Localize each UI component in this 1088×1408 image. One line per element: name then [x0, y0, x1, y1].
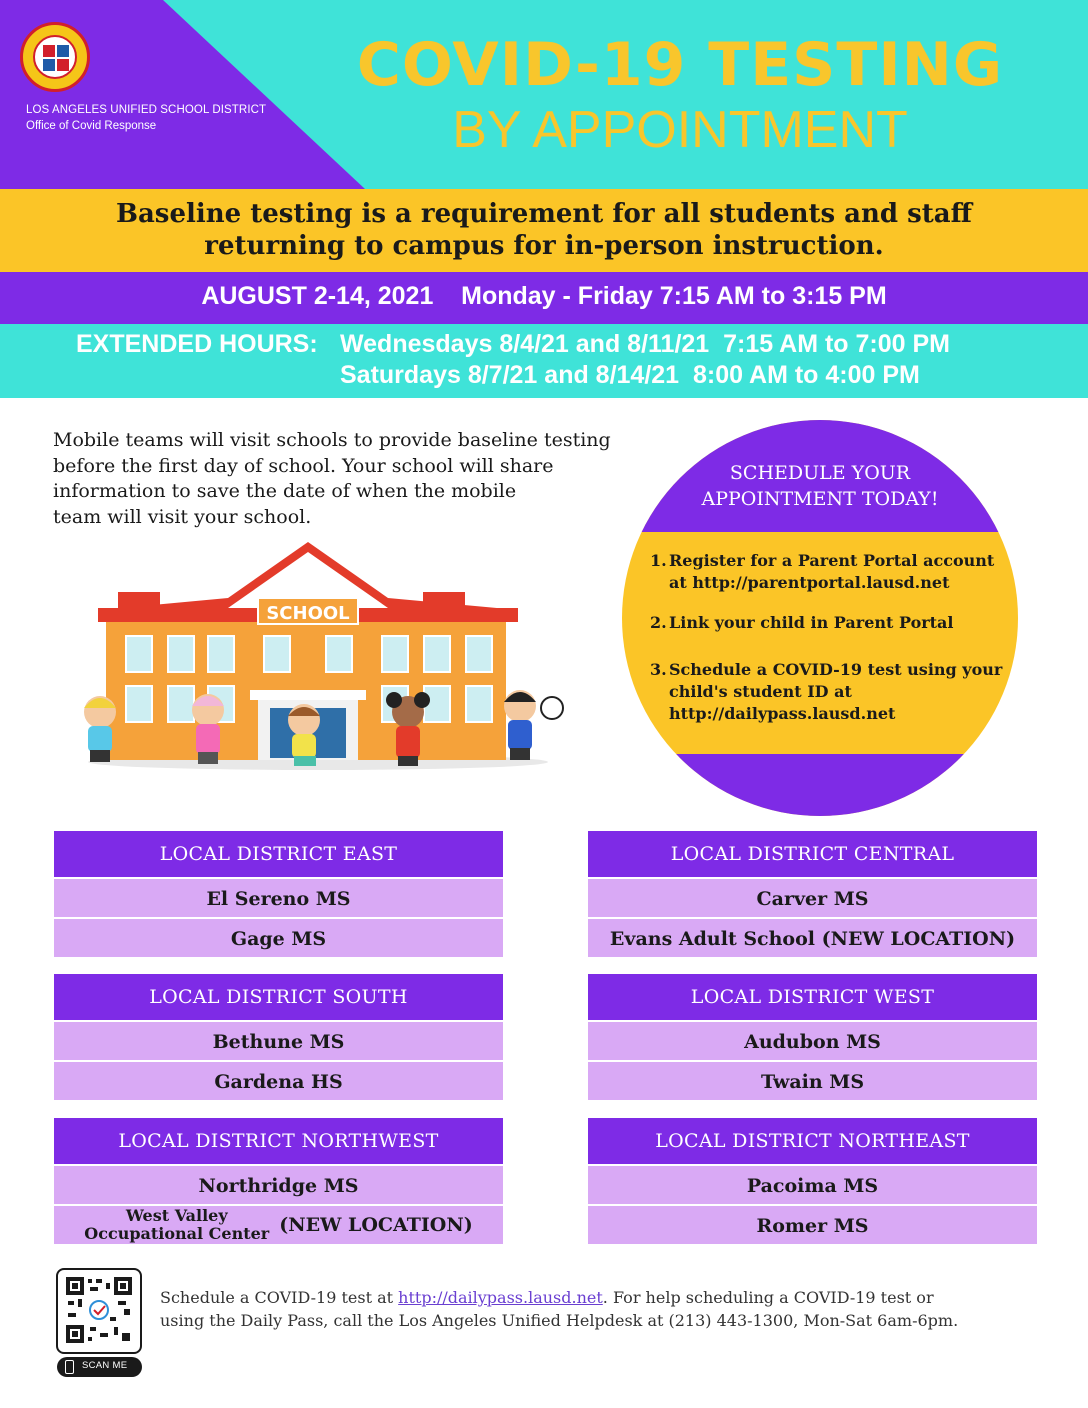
schedule-title [622, 460, 1018, 512]
district-site: Romer MS [588, 1204, 1037, 1244]
page-subtitle: BY APPOINTMENT [452, 101, 908, 159]
step-link[interactable]: http://dailypass.lausd.net [669, 704, 896, 723]
schedule-circle-bottom [622, 754, 1018, 816]
district-site: Northridge MS [54, 1164, 503, 1204]
step-number: 3. [650, 660, 667, 679]
extended-hours-saturdays: Saturdays 8/7/21 and 8/14/21 8:00 AM to 4:00 PM [340, 361, 920, 389]
qr-code-icon[interactable] [66, 1277, 132, 1343]
header [0, 0, 1088, 189]
requirement-text [0, 198, 1088, 262]
district-header: LOCAL DISTRICT NORTHEAST [588, 1118, 1037, 1164]
footer-text-pre: Schedule a COVID-19 test at [160, 1288, 399, 1307]
district-site: Bethune MS [54, 1020, 503, 1060]
step-text: Schedule a COVID-19 test using your [669, 660, 1003, 679]
district-header: LOCAL DISTRICT SOUTH [54, 974, 503, 1020]
district-table-west [588, 974, 1037, 1100]
site-name-line: Occupational Center [84, 1224, 270, 1243]
step-number: 2. [650, 613, 667, 632]
footer-helpdesk-line: using the Daily Pass, call the Los Angeles Unified Helpdesk at (213) 443-1300, Mon-Sat 6am-6pm. [160, 1311, 959, 1330]
footer-text-post: . For help scheduling a COVID-19 test or [602, 1288, 934, 1307]
step-text: Link your child in Parent Portal [669, 613, 954, 632]
step-text: Register for a Parent Portal account [669, 551, 995, 570]
district-table-east [54, 831, 503, 957]
extended-hours-wednesdays: Wednesdays 8/4/21 and 8/11/21 7:15 AM to 7:00 PM [340, 330, 950, 358]
district-table-south [54, 974, 503, 1100]
schedule-title-line: APPOINTMENT TODAY! [701, 488, 939, 510]
district-site: Audubon MS [588, 1020, 1037, 1060]
intro-paragraph [53, 428, 673, 530]
org-subtitle: Office of Covid Response [26, 120, 157, 132]
district-site: Pacoima MS [588, 1164, 1037, 1204]
footer-help-text [160, 1286, 1040, 1332]
district-header: LOCAL DISTRICT NORTHWEST [54, 1118, 503, 1164]
step-text: child's student ID at [669, 682, 852, 701]
district-site [54, 1204, 503, 1244]
school-illustration [78, 540, 578, 790]
district-header: LOCAL DISTRICT EAST [54, 831, 503, 877]
step-number: 1. [650, 551, 667, 570]
district-site: Evans Adult School (NEW LOCATION) [588, 917, 1037, 957]
district-seal-icon [20, 22, 90, 92]
intro-line: team will visit your school. [53, 505, 312, 528]
new-location-tag: (NEW LOCATION) [279, 1214, 473, 1236]
scan-me-label: SCAN ME [82, 1360, 128, 1371]
district-header: LOCAL DISTRICT WEST [588, 974, 1037, 1020]
site-name-line: West Valley [125, 1206, 228, 1225]
district-site: Carver MS [588, 877, 1037, 917]
dailypass-link[interactable]: http://dailypass.lausd.net [398, 1288, 603, 1307]
page-title: COVID-19 TESTING [356, 30, 1004, 100]
intro-line: information to save the date of when the mobile [53, 480, 517, 502]
district-header: LOCAL DISTRICT CENTRAL [588, 831, 1037, 877]
org-name: LOS ANGELES UNIFIED SCHOOL DISTRICT [26, 104, 267, 116]
schedule-step [650, 612, 1010, 634]
schedule-step [650, 659, 1010, 725]
intro-line: Mobile teams will visit schools to provide baseline testing [53, 429, 611, 451]
district-site: Twain MS [588, 1060, 1037, 1100]
district-site: El Sereno MS [54, 877, 503, 917]
requirement-line: Baseline testing is a requirement for all students and staff [115, 199, 972, 229]
schedule-title-line: SCHEDULE YOUR [729, 462, 911, 484]
requirement-line: returning to campus for in-person instruction. [204, 231, 884, 261]
schedule-step [650, 550, 1010, 594]
school-sign-text: SCHOOL [266, 603, 350, 624]
intro-line: before the first day of school. Your school will share [53, 454, 554, 477]
phone-icon [65, 1360, 74, 1374]
site-name-multiline [84, 1207, 269, 1243]
step-link[interactable]: at http://parentportal.lausd.net [669, 573, 950, 592]
district-site: Gardena HS [54, 1060, 503, 1100]
testing-dates: AUGUST 2-14, 2021 Monday - Friday 7:15 AM to 3:15 PM [201, 282, 887, 310]
district-table-central [588, 831, 1037, 957]
district-table-northwest [54, 1118, 503, 1244]
district-table-northeast [588, 1118, 1037, 1244]
extended-hours-label: EXTENDED HOURS: [76, 330, 318, 358]
district-site: Gage MS [54, 917, 503, 957]
